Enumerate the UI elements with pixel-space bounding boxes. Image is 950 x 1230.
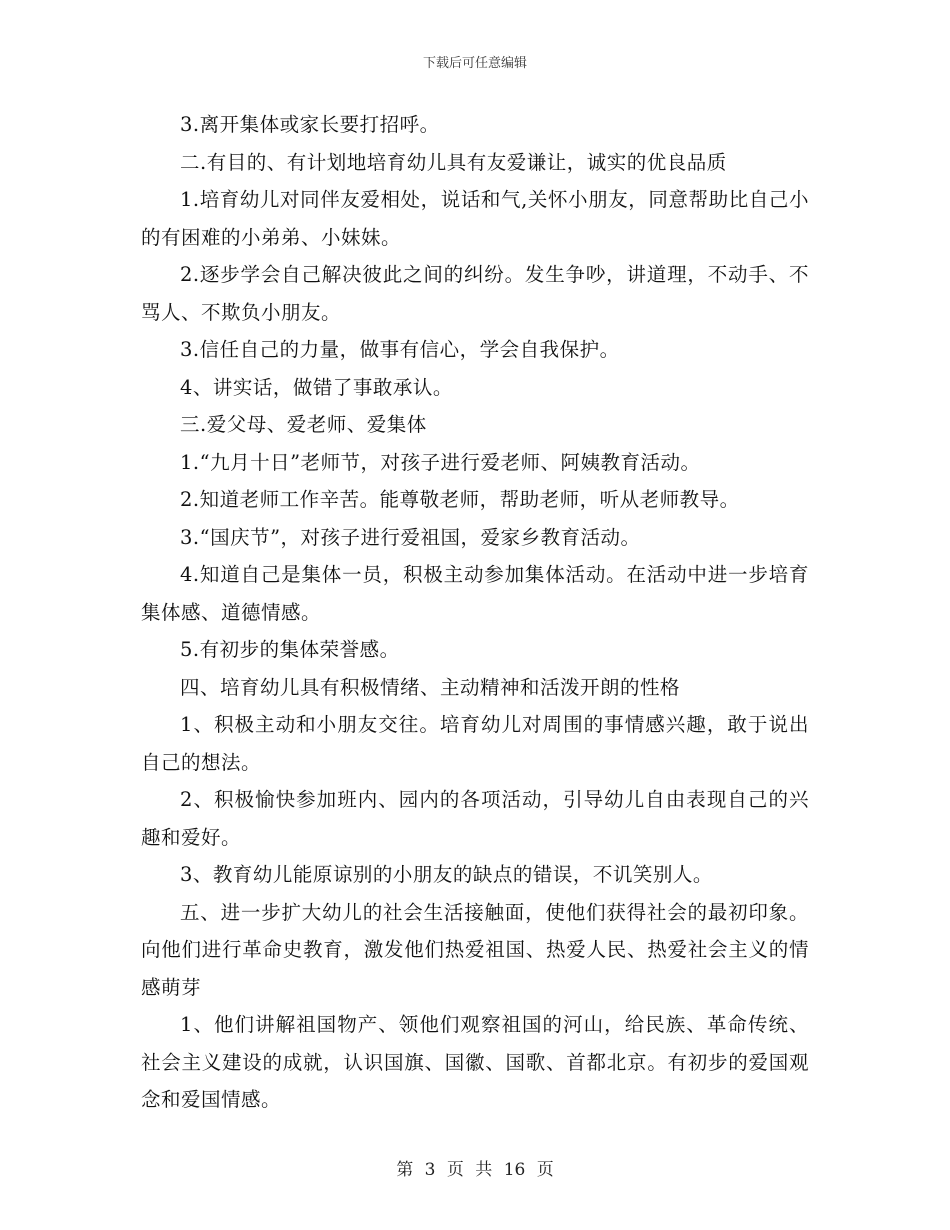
paragraph: 4、讲实话，做错了事敢承认。 xyxy=(180,375,453,399)
page-number-footer: 第 3 页 共 16 页 xyxy=(396,1160,554,1180)
paragraph: 1、他们讲解祖国物产、领他们观察祖国的河山，给民族、革命传统、社会主义建设的成就，认识国旗、国徽、国歌、首都北京。有初步的爱国观念和爱国情感。 xyxy=(141,1013,809,1111)
page-header: 下载后可任意编辑 xyxy=(422,56,527,71)
paragraph: 3.离开集体或家长要打招呼。 xyxy=(180,113,440,136)
paragraph: 2、积极愉快参加班内、园内的各项活动，引导幼儿自由表现自己的兴趣和爱好。 xyxy=(141,788,809,849)
paragraph: 三.爱父母、爱老师、爱集体 xyxy=(180,413,427,436)
paragraph: 1、积极主动和小朋友交往。培育幼儿对周围的事情感兴趣，敢于说出自己的想法。 xyxy=(141,713,809,774)
paragraph: 2.知道老师工作辛苦。能尊敬老师，帮助老师，听从老师教导。 xyxy=(180,488,740,511)
paragraph: 3.“国庆节”，对孩子进行爱祖国，爱家乡教育活动。 xyxy=(180,525,641,549)
paragraph: 3.信任自己的力量，做事有信心，学会自我保护。 xyxy=(180,338,620,361)
document-body xyxy=(141,106,809,1119)
paragraph: 3、教育幼儿能原谅别的小朋友的缺点的错误，不讥笑别人。 xyxy=(180,863,713,886)
paragraph: 1.“九月十日”老师节，对孩子进行爱老师、阿姨教育活动。 xyxy=(180,450,701,474)
paragraph: 四、培育幼儿具有积极情绪、主动精神和活泼开朗的性格 xyxy=(180,675,681,699)
paragraph: 二.有目的、有计划地培育幼儿具有友爱谦让，诚实的优良品质 xyxy=(180,150,727,174)
paragraph: 五、进一步扩大幼儿的社会生活接触面，使他们获得社会的最初印象。向他们进行革命史教育，激发他们热爱祖国、热爱人民、热爱社会主义的情感萌芽 xyxy=(141,900,809,999)
paragraph: 2.逐步学会自己解决彼此之间的纠纷。发生争吵，讲道理，不动手、不骂人、不欺负小朋友。 xyxy=(141,263,809,324)
paragraph: 4.知道自己是集体一员，积极主动参加集体活动。在活动中进一步培育集体感、道德情感。 xyxy=(141,563,809,624)
paragraph: 5.有初步的集体荣誉感。 xyxy=(180,638,400,661)
paragraph: 1.培育幼儿对同伴友爱相处，说话和气,关怀小朋友，同意帮助比自己小的有困难的小弟弟、小妹妹。 xyxy=(141,188,809,249)
